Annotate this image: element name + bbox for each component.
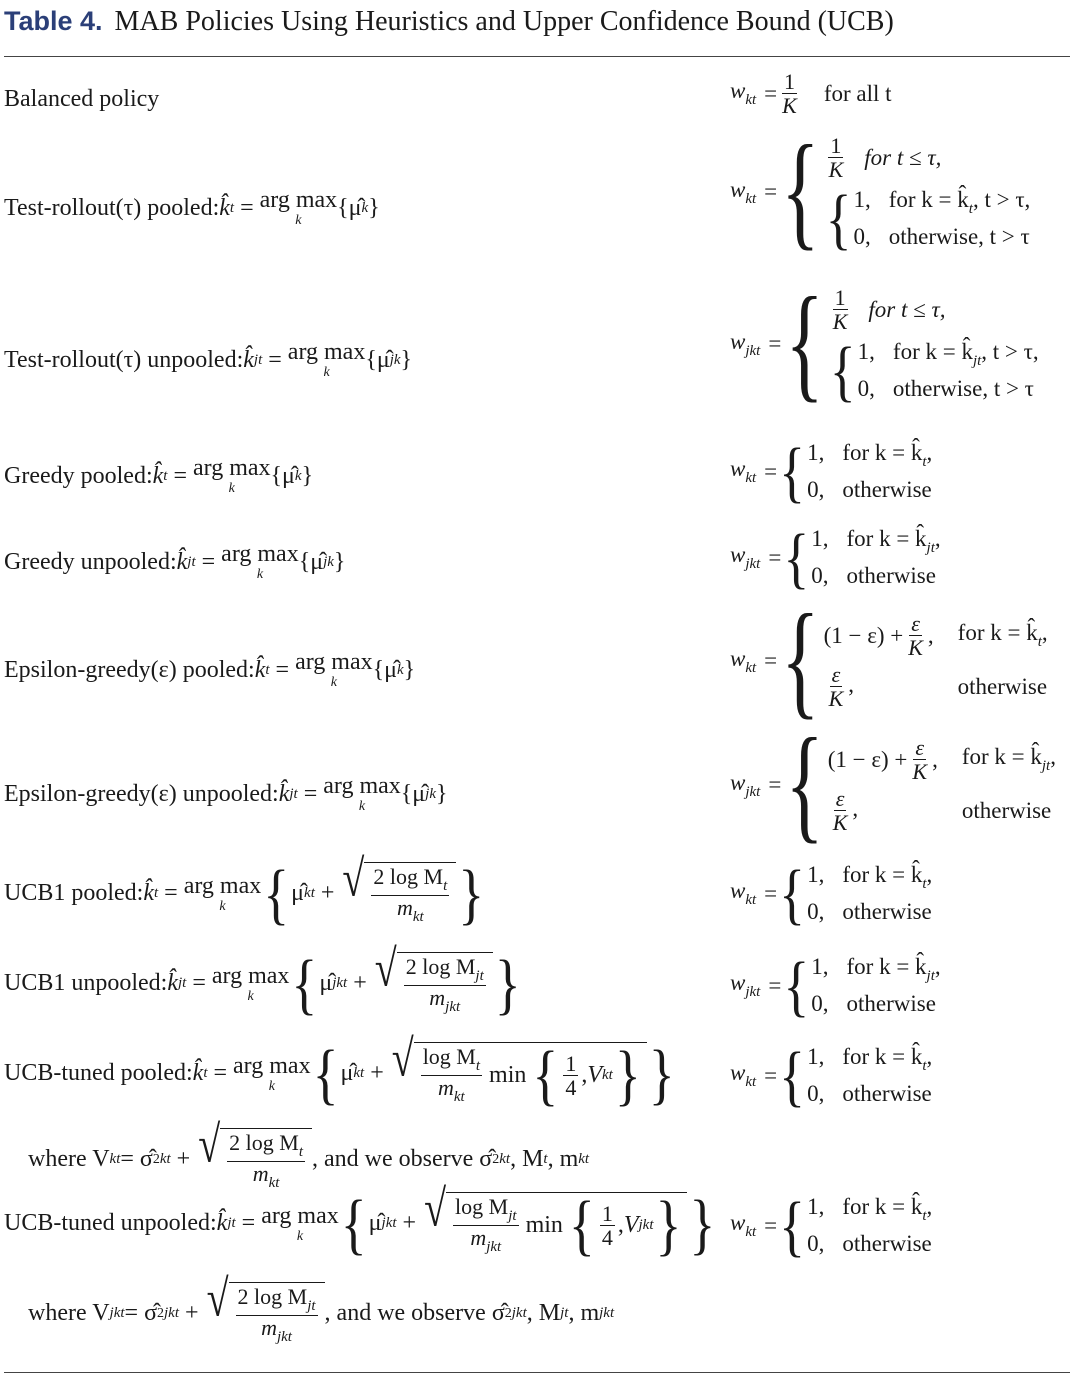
- weight-rule: $w_{kt}$ = { (1 − ε) + $\frac{\varepsilon}{K}$ , for $k = k̂_t$, $\frac{\varepsilon}{K}$ , otherwise: [730, 590, 1048, 732]
- weight-rule: $w_{jkt}$ = { $\frac{1}{K}$ for t ≤ τ, { 1, for $k = k̂_{jt}$, t > τ, 0, otherwise, t > τ: [730, 273, 1039, 415]
- policy-formula: Greedy pooled: k̂ t = arg max k {μ̂ k }: [4, 455, 314, 496]
- weight-rule: $w_{jkt}$ = { 1, for $k = k̂_{jt}$, 0, otherwise: [730, 520, 941, 595]
- table-row: [0, 273, 1080, 432]
- weight-rule: $w_{kt}$ = { 1, for $k = k̂_t$, 0, otherwise: [730, 1038, 933, 1113]
- policy-formula: Epsilon-greedy(ε) unpooled: k̂ jt = arg max k {μ̂ jk }: [4, 773, 448, 814]
- policy-formula: Test-rollout(τ) unpooled: k̂ jt = arg max k {μ̂ jk }: [4, 339, 413, 380]
- table-row: [0, 121, 1080, 275]
- weight-rule: $w_{kt}$ = { 1, for $k = k̂_t$, 0, otherwise: [730, 856, 933, 931]
- table-row: [0, 714, 1080, 856]
- ucb-tuned-unpooled-where: where V jkt = σ̂ 2 jkt + √ $\frac{2 \log M_{jt}}{m_{jkt}}$ , and we observe σ̂ 2 jkt , M jt , m jkt: [28, 1268, 615, 1345]
- weight-rule: $w_{kt}$ = { $\frac{1}{K}$ for t ≤ τ, { 1, for $k = k̂_t$, t > τ, 0, otherwise, t > τ: [730, 121, 1031, 263]
- table-row: [0, 590, 1080, 732]
- weight-rule: $w_{kt}$ = $\frac{1}{K}$ for all t: [730, 69, 892, 119]
- table-row: [0, 938, 1080, 1032]
- policy-formula: UCB-tuned unpooled: k̂ jt = arg max k { μ̂ jkt + √ $\frac{\log M_{jt}}{m_{jkt}}$ min { $\frac{1}{4}$ , V jkt } }: [4, 1178, 716, 1263]
- weight-rule: $w_{jkt}$ = { 1, for $k = k̂_{jt}$, 0, otherwise: [730, 948, 941, 1023]
- policy-name: Balanced policy: [4, 86, 160, 112]
- table-row: [0, 436, 1080, 516]
- policy-formula: UCB1 unpooled: k̂ jt = arg max k { μ̂ jkt + √ $\frac{2 \log M_{jt}}{m_{jkt}}$ }: [4, 938, 521, 1022]
- weight-rule: $w_{kt}$ = { 1, for $k = k̂_t$, 0, otherwise: [730, 1188, 933, 1263]
- weight-rule: $w_{jkt}$ = { (1 − ε) + $\frac{\varepsilon}{K}$ , for $k = k̂_{jt}$, $\frac{\varepsilon}{K}$ , otherwise: [730, 714, 1056, 856]
- policy-formula: UCB1 pooled: k̂ t = arg max k { μ̂ kt + √ $\frac{2 \log M_t}{m_{kt}}$ }: [4, 848, 485, 932]
- policy-formula: Greedy unpooled: k̂ jt = arg max k {μ̂ jk }: [4, 541, 346, 582]
- table-row: [0, 70, 1080, 136]
- weight-rule: $w_{kt}$ = { 1, for $k = k̂_t$, 0, otherwise: [730, 434, 933, 509]
- bottom-rule: [4, 1372, 1070, 1373]
- table-title: MAB Policies Using Heuristics and Upper Confidence Bound (UCB): [114, 6, 894, 37]
- policy-formula: Epsilon-greedy(ε) pooled: k̂ t = arg max k {μ̂ k }: [4, 649, 416, 690]
- table-row: [0, 848, 1080, 942]
- table-row: [0, 1028, 1080, 1122]
- table-row: [0, 522, 1080, 602]
- top-rule: [4, 56, 1070, 57]
- policy-formula: UCB-tuned pooled: k̂ t = arg max k { μ̂ kt + √ $\frac{\log M_t}{m_{kt}}$ min { $\frac{1}{4}$ , V kt } }: [4, 1028, 675, 1113]
- table-label: Table 4.: [4, 6, 103, 36]
- table-caption: [4, 6, 894, 46]
- policy-formula: Test-rollout(τ) pooled: k̂ t = arg max k {μ̂ k }: [4, 187, 380, 228]
- table-row: [0, 1178, 1080, 1276]
- ucb-tuned-pooled-where: where V kt = σ̂ 2 kt + √ $\frac{2 \log M_t}{m_{kt}}$ , and we observe σ̂ 2 kt , M t , m kt: [28, 1114, 590, 1191]
